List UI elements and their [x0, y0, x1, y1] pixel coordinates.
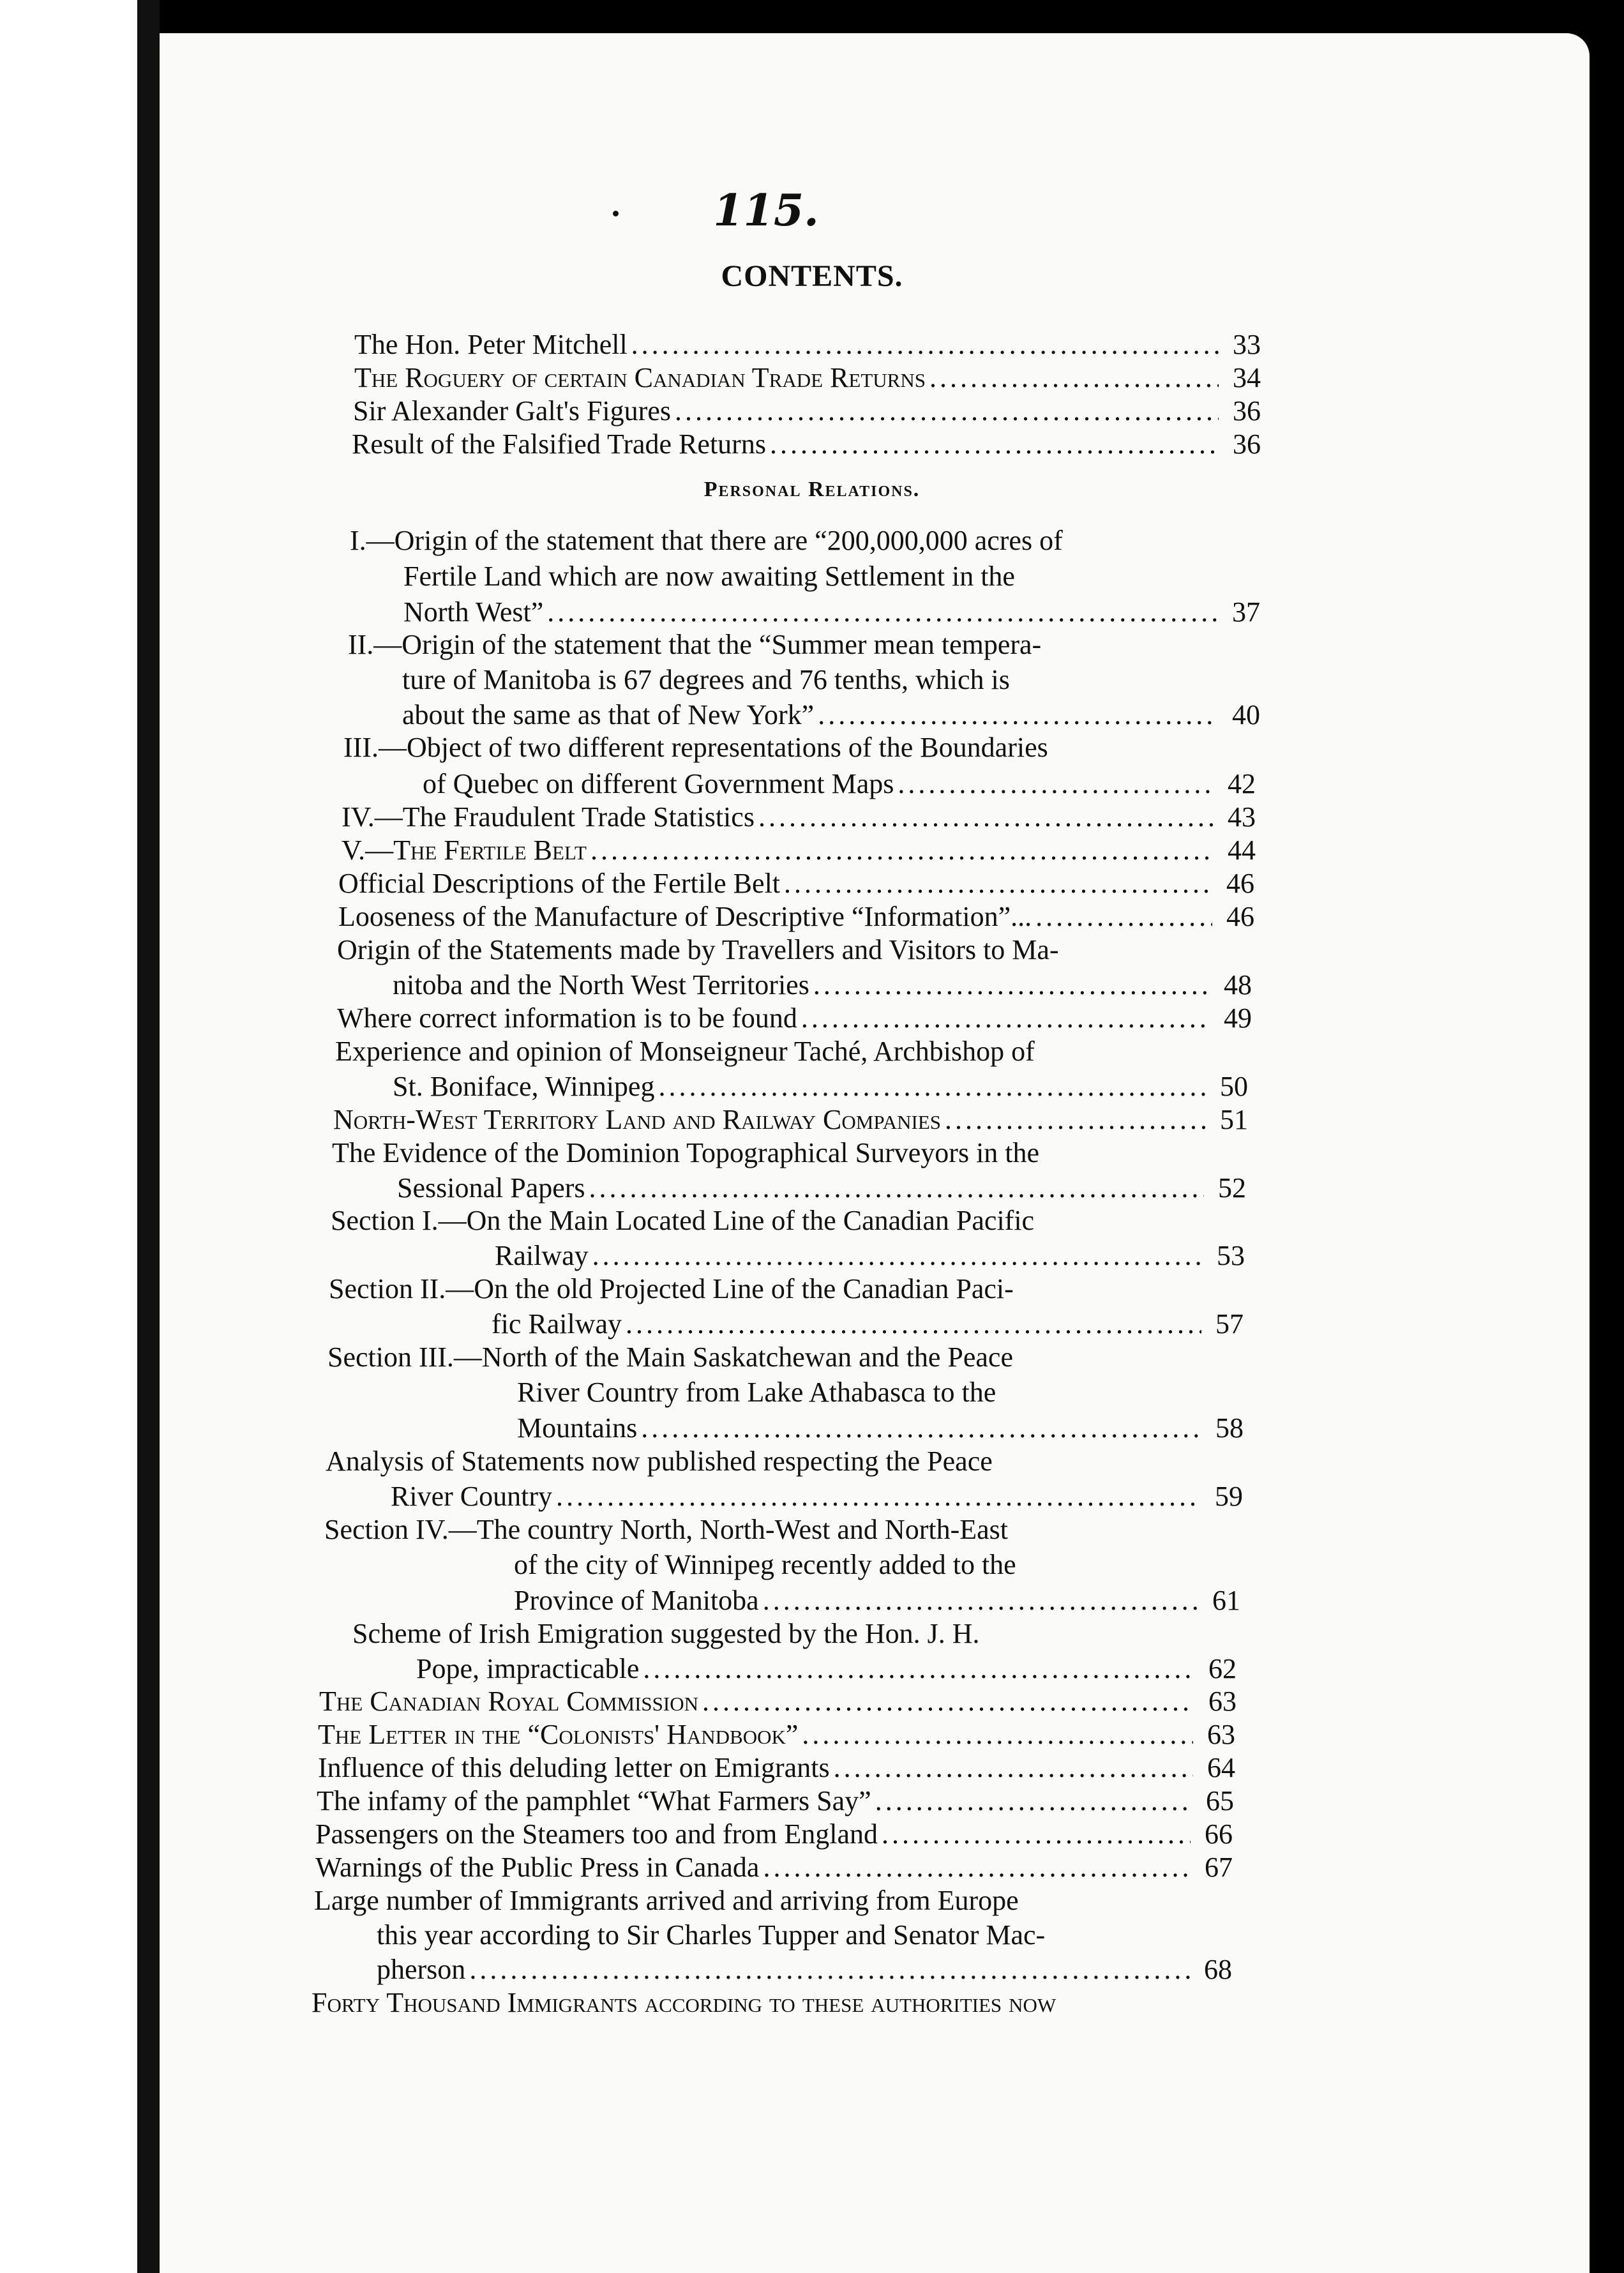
toc-entry-page: 34	[1233, 362, 1261, 393]
toc-entry-title-cont: fic Railway	[492, 1308, 622, 1340]
toc-entry-title: Where correct information is to be found	[337, 1002, 797, 1034]
toc-entry	[354, 362, 1261, 394]
toc-entry-page: 61	[1212, 1585, 1240, 1616]
toc-entry-page: 50	[1220, 1071, 1248, 1102]
toc-entry-line	[335, 1036, 1203, 1068]
toc-entry	[514, 1585, 1240, 1617]
toc-entry	[517, 1412, 1244, 1444]
toc-entry-page: 64	[1207, 1752, 1235, 1783]
toc-entry-title: IV.—The Fraudulent Trade Statistics	[342, 801, 755, 833]
toc-entry-title: Forty Thousand Immigrants according to these authorities now	[312, 1987, 1056, 2018]
toc-entry	[416, 1653, 1237, 1685]
toc-entry-title: Influence of this deluding letter on Emigrants	[318, 1752, 830, 1783]
toc-entry-title: Section III.—North of the Main Saskatchewan and the Peace	[327, 1341, 1013, 1373]
toc-entry-title: Result of the Falsified Trade Returns	[352, 428, 766, 460]
toc-entry	[393, 1071, 1248, 1103]
page-number: 115.	[713, 185, 819, 236]
toc-entry-line	[517, 1377, 1196, 1408]
toc-entry-title-cont: Sessional Papers	[397, 1172, 585, 1204]
toc-entry-title-cont: Railway	[495, 1240, 589, 1271]
toc-entry-line	[331, 1205, 1199, 1237]
toc-entry	[403, 596, 1260, 628]
toc-entry-line	[312, 1987, 1180, 2019]
toc-entry	[318, 1752, 1235, 1784]
toc-entry-title-cont: of Quebec on different Government Maps	[423, 768, 894, 799]
toc-entry	[317, 1785, 1234, 1817]
toc-entry-title-cont: pherson	[377, 1954, 466, 1985]
toc-entry-title: II.—Origin of the statement that the “Summer mean tempera-	[348, 629, 1042, 660]
toc-entry	[352, 428, 1261, 460]
toc-entry-line	[326, 1446, 1194, 1477]
toc-entry-title-cont: about the same as that of New York”	[402, 699, 815, 730]
toc-entry-title: The Evidence of the Dominion Topographical Surveyors in the	[332, 1137, 1040, 1168]
toc-entry-page: 53	[1217, 1240, 1245, 1271]
toc-entry-page: 43	[1228, 801, 1256, 833]
toc-entry-title: Passengers on the Steamers too and from England	[315, 1818, 878, 1850]
toc-entry-line	[343, 732, 1208, 764]
contents-heading: CONTENTS.	[721, 259, 903, 293]
toc-entry-title: Origin of the Statements made by Travellers and Visitors to Ma-	[337, 934, 1059, 965]
toc-entry-line	[314, 1885, 1182, 1917]
toc-entry-title: Experience and opinion of Monseigneur Taché, Archbishop of	[335, 1036, 1035, 1067]
toc-entry-title-cont: Mountains	[517, 1412, 638, 1444]
toc-entry-page: 52	[1218, 1172, 1246, 1204]
toc-entry-title-cont: Pope, impracticable	[416, 1653, 640, 1684]
toc-entry-title: Scheme of Irish Emigration suggested by the Hon. J. H.	[352, 1618, 980, 1649]
toc-entry	[353, 395, 1261, 427]
toc-entry-page: 62	[1208, 1653, 1237, 1684]
toc-entry-title: Warnings of the Public Press in Canada	[315, 1852, 760, 1883]
toc-entry-title: Analysis of Statements now published respecting the Peace	[326, 1446, 993, 1477]
toc-entry-page: 37	[1232, 596, 1260, 628]
toc-entry-line	[329, 1273, 1197, 1305]
toc-entry	[342, 834, 1256, 866]
toc-entry-line	[514, 1549, 1192, 1581]
toc-entry	[337, 1002, 1252, 1034]
toc-entry-page: 33	[1233, 329, 1261, 360]
toc-entry-page: 48	[1224, 969, 1252, 1001]
toc-entry-page: 44	[1228, 834, 1256, 866]
toc-entry-title: The Canadian Royal Commission	[319, 1686, 698, 1717]
toc-entry-page: 40	[1232, 699, 1260, 730]
toc-entry-title-cont: River Country from Lake Athabasca to the	[517, 1377, 996, 1408]
toc-entry-title: Large number of Immigrants arrived and arriving from Europe	[314, 1885, 1019, 1916]
toc-entry-page: 63	[1207, 1719, 1235, 1750]
toc-entry-page: 46	[1226, 868, 1254, 899]
toc-entry	[354, 329, 1261, 361]
toc-entry-title-cont: of the city of Winnipeg recently added to the	[514, 1549, 1016, 1580]
toc-entry	[333, 1104, 1248, 1136]
toc-entry	[402, 699, 1260, 731]
toc-entry-title: The infamy of the pamphlet “What Farmers Say”	[317, 1785, 871, 1816]
toc-entry-line	[332, 1137, 1200, 1169]
toc-entry-title: Looseness of the Manufacture of Descriptive “Information”...	[338, 901, 1032, 932]
toc-entry-title: North-West Territory Land and Railway Companies	[333, 1104, 942, 1135]
toc-entry-line	[324, 1514, 1192, 1546]
toc-entry	[315, 1852, 1233, 1884]
toc-entry	[423, 768, 1256, 800]
toc-entry-line	[327, 1341, 1196, 1373]
toc-entry	[391, 1481, 1243, 1513]
toc-entry-title: The Letter in the “Colonists' Handbook”	[318, 1719, 799, 1750]
toc-entry-title-cont: North West”	[403, 596, 544, 628]
toc-entry-page: 57	[1215, 1308, 1244, 1340]
toc-entry	[397, 1172, 1246, 1204]
toc-entry-page: 51	[1220, 1104, 1248, 1135]
toc-entry-title-cont: ture of Manitoba is 67 degrees and 76 tenths, which is	[402, 664, 1010, 695]
toc-entry-title: The Hon. Peter Mitchell	[354, 329, 628, 360]
toc-entry-page: 66	[1205, 1818, 1233, 1850]
section-subheading: Personal Relations.	[703, 478, 921, 501]
toc-entry-page: 36	[1233, 428, 1261, 460]
toc-entry-title: Sir Alexander Galt's Figures	[353, 395, 671, 427]
toc-entry	[315, 1818, 1233, 1850]
toc-entry-line	[348, 629, 1210, 661]
toc-entry-title-cont: River Country	[391, 1481, 552, 1512]
toc-entry-line	[337, 934, 1205, 966]
toc-entry	[495, 1240, 1245, 1272]
toc-entry	[393, 969, 1252, 1001]
toc-entry-title-cont: St. Boniface, Winnipeg	[393, 1071, 655, 1102]
toc-entry	[319, 1686, 1237, 1718]
toc-entry	[492, 1308, 1244, 1340]
toc-entry-page: 58	[1215, 1412, 1244, 1444]
toc-entry-page: 49	[1224, 1002, 1252, 1034]
toc-entry-line	[402, 664, 1210, 696]
toc-entry-title: V.—The Fertile Belt	[342, 834, 587, 866]
toc-entry	[342, 801, 1256, 833]
toc-entry-page: 59	[1215, 1481, 1243, 1512]
toc-entry	[318, 1719, 1235, 1751]
toc-entry-page: 36	[1233, 395, 1261, 427]
toc-entry-title-cont: Province of Manitoba	[514, 1585, 759, 1616]
toc-entry-title: Official Descriptions of the Fertile Belt	[338, 868, 781, 899]
toc-entry-title: The Roguery of certain Canadian Trade Returns	[354, 362, 926, 393]
toc-entry-page: 63	[1208, 1686, 1237, 1717]
toc-entry	[377, 1954, 1232, 1986]
toc-entry-title: I.—Origin of the statement that there are “200,000,000 acres of	[350, 525, 1063, 556]
toc-entry	[338, 901, 1254, 933]
toc-entry-title-cont: nitoba and the North West Territories	[393, 969, 809, 1001]
toc-entry-page: 68	[1204, 1954, 1232, 1985]
toc-entry	[338, 868, 1254, 900]
toc-entry-title: Section IV.—The country North, North-West and North-East	[324, 1514, 1008, 1545]
toc-entry-line	[403, 561, 1212, 593]
toc-entry-line	[350, 525, 1212, 557]
toc-entry-page: 42	[1228, 768, 1256, 799]
toc-entry-title-cont: this year according to Sir Charles Tupper and Senator Mac-	[377, 1919, 1046, 1951]
toc-entry-title: III.—Object of two different representations of the Boundaries	[343, 732, 1048, 763]
toc-entry-line	[352, 1618, 1189, 1650]
toc-entry-title: Section I.—On the Main Located Line of the Canadian Pacific	[331, 1205, 1035, 1236]
toc-entry-page: 65	[1206, 1785, 1234, 1816]
toc-entry-page: 67	[1205, 1852, 1233, 1883]
toc-entry-page: 46	[1226, 901, 1254, 932]
toc-entry-line	[377, 1919, 1182, 1951]
toc-entry-title: Section II.—On the old Projected Line of the Canadian Paci-	[329, 1273, 1014, 1304]
toc-entry-title-cont: Fertile Land which are now awaiting Settlement in the	[403, 561, 1015, 592]
